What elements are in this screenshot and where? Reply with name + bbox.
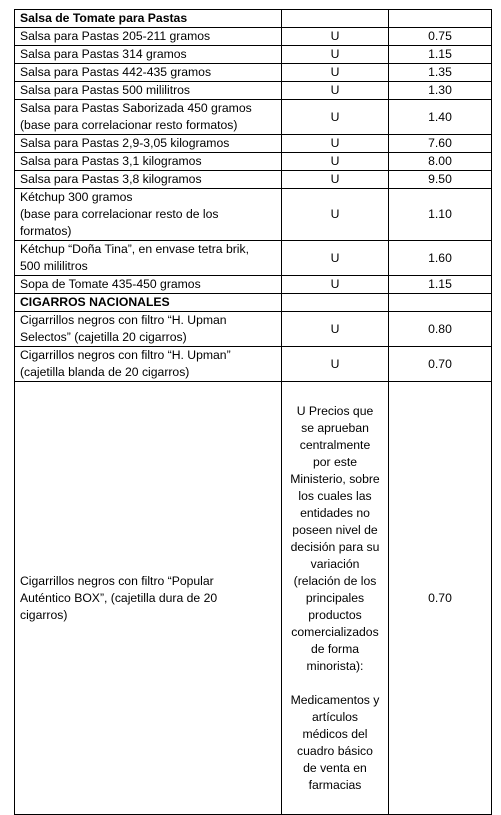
unit-cell: U — [282, 46, 389, 64]
product-description: Cigarrillos negros con filtro “H. Upman” (cajetilla blanda de 20 cigarros) — [15, 347, 282, 382]
product-description: Salsa para Pastas Saborizada 450 gramos (base para correlacionar resto formatos) — [15, 100, 282, 135]
product-description: Salsa para Pastas 314 gramos — [15, 46, 282, 64]
table-row — [15, 347, 492, 382]
product-description: Cigarrillos negros con filtro “Popular Auténtico BOX”, (cajetilla dura de 20 cigarros) — [15, 382, 282, 815]
unit-cell — [282, 294, 389, 312]
unit-cell: U — [282, 153, 389, 171]
table-row — [15, 171, 492, 189]
table-row — [15, 82, 492, 100]
table-row — [15, 276, 492, 294]
table-row — [15, 46, 492, 64]
table-row — [15, 189, 492, 241]
unit-cell: U — [282, 189, 389, 241]
price-cell: 9.50 — [389, 171, 492, 189]
table-row — [15, 382, 492, 815]
table-row — [15, 153, 492, 171]
price-cell: 8.00 — [389, 153, 492, 171]
price-cell: 7.60 — [389, 135, 492, 153]
unit-cell: U — [282, 241, 389, 276]
unit-cell: U — [282, 171, 389, 189]
section-row-salsa — [15, 10, 492, 28]
price-cell: 1.60 — [389, 241, 492, 276]
price-table — [14, 9, 492, 815]
unit-cell: U — [282, 276, 389, 294]
unit-cell: U — [282, 28, 389, 46]
unit-cell: U — [282, 347, 389, 382]
price-cell — [389, 294, 492, 312]
product-description: Kétchup “Doña Tina”, en envase tetra brik, 500 mililitros — [15, 241, 282, 276]
product-description: Kétchup 300 gramos (base para correlacionar resto de los formatos) — [15, 189, 282, 241]
table-row — [15, 312, 492, 347]
product-description: Salsa para Pastas 500 mililitros — [15, 82, 282, 100]
table-row — [15, 64, 492, 82]
product-description: Cigarrillos negros con filtro “H. Upman Selectos” (cajetilla 20 cigarros) — [15, 312, 282, 347]
price-cell — [389, 10, 492, 28]
price-cell: 0.75 — [389, 28, 492, 46]
price-cell: 0.70 — [389, 382, 492, 815]
section-heading: Salsa de Tomate para Pastas — [15, 10, 282, 28]
unit-cell — [282, 10, 389, 28]
unit-note-cell: U Precios que se aprueban centralmente por este Ministerio, sobre los cuales las entidades no poseen nivel de decisión para su variación (relación de los principales productos comercializados de forma minorista): Medicamentos y artículos médicos del cuadro básico de venta en farmacias — [282, 382, 389, 815]
price-cell: 1.15 — [389, 46, 492, 64]
product-description: Salsa para Pastas 2,9-3,05 kilogramos — [15, 135, 282, 153]
price-cell: 0.80 — [389, 312, 492, 347]
unit-cell: U — [282, 100, 389, 135]
unit-cell: U — [282, 82, 389, 100]
price-cell: 1.40 — [389, 100, 492, 135]
unit-cell: U — [282, 135, 389, 153]
unit-cell: U — [282, 64, 389, 82]
price-cell: 1.10 — [389, 189, 492, 241]
price-cell: 1.35 — [389, 64, 492, 82]
section-heading: CIGARROS NACIONALES — [15, 294, 282, 312]
product-description: Salsa para Pastas 442-435 gramos — [15, 64, 282, 82]
price-cell: 1.30 — [389, 82, 492, 100]
unit-cell: U — [282, 312, 389, 347]
table-row — [15, 135, 492, 153]
product-description: Salsa para Pastas 205-211 gramos — [15, 28, 282, 46]
table-row — [15, 28, 492, 46]
product-description: Sopa de Tomate 435-450 gramos — [15, 276, 282, 294]
price-cell: 1.15 — [389, 276, 492, 294]
section-row-cigarros — [15, 294, 492, 312]
table-row — [15, 100, 492, 135]
product-description: Salsa para Pastas 3,1 kilogramos — [15, 153, 282, 171]
price-cell: 0.70 — [389, 347, 492, 382]
product-description: Salsa para Pastas 3,8 kilogramos — [15, 171, 282, 189]
table-row — [15, 241, 492, 276]
